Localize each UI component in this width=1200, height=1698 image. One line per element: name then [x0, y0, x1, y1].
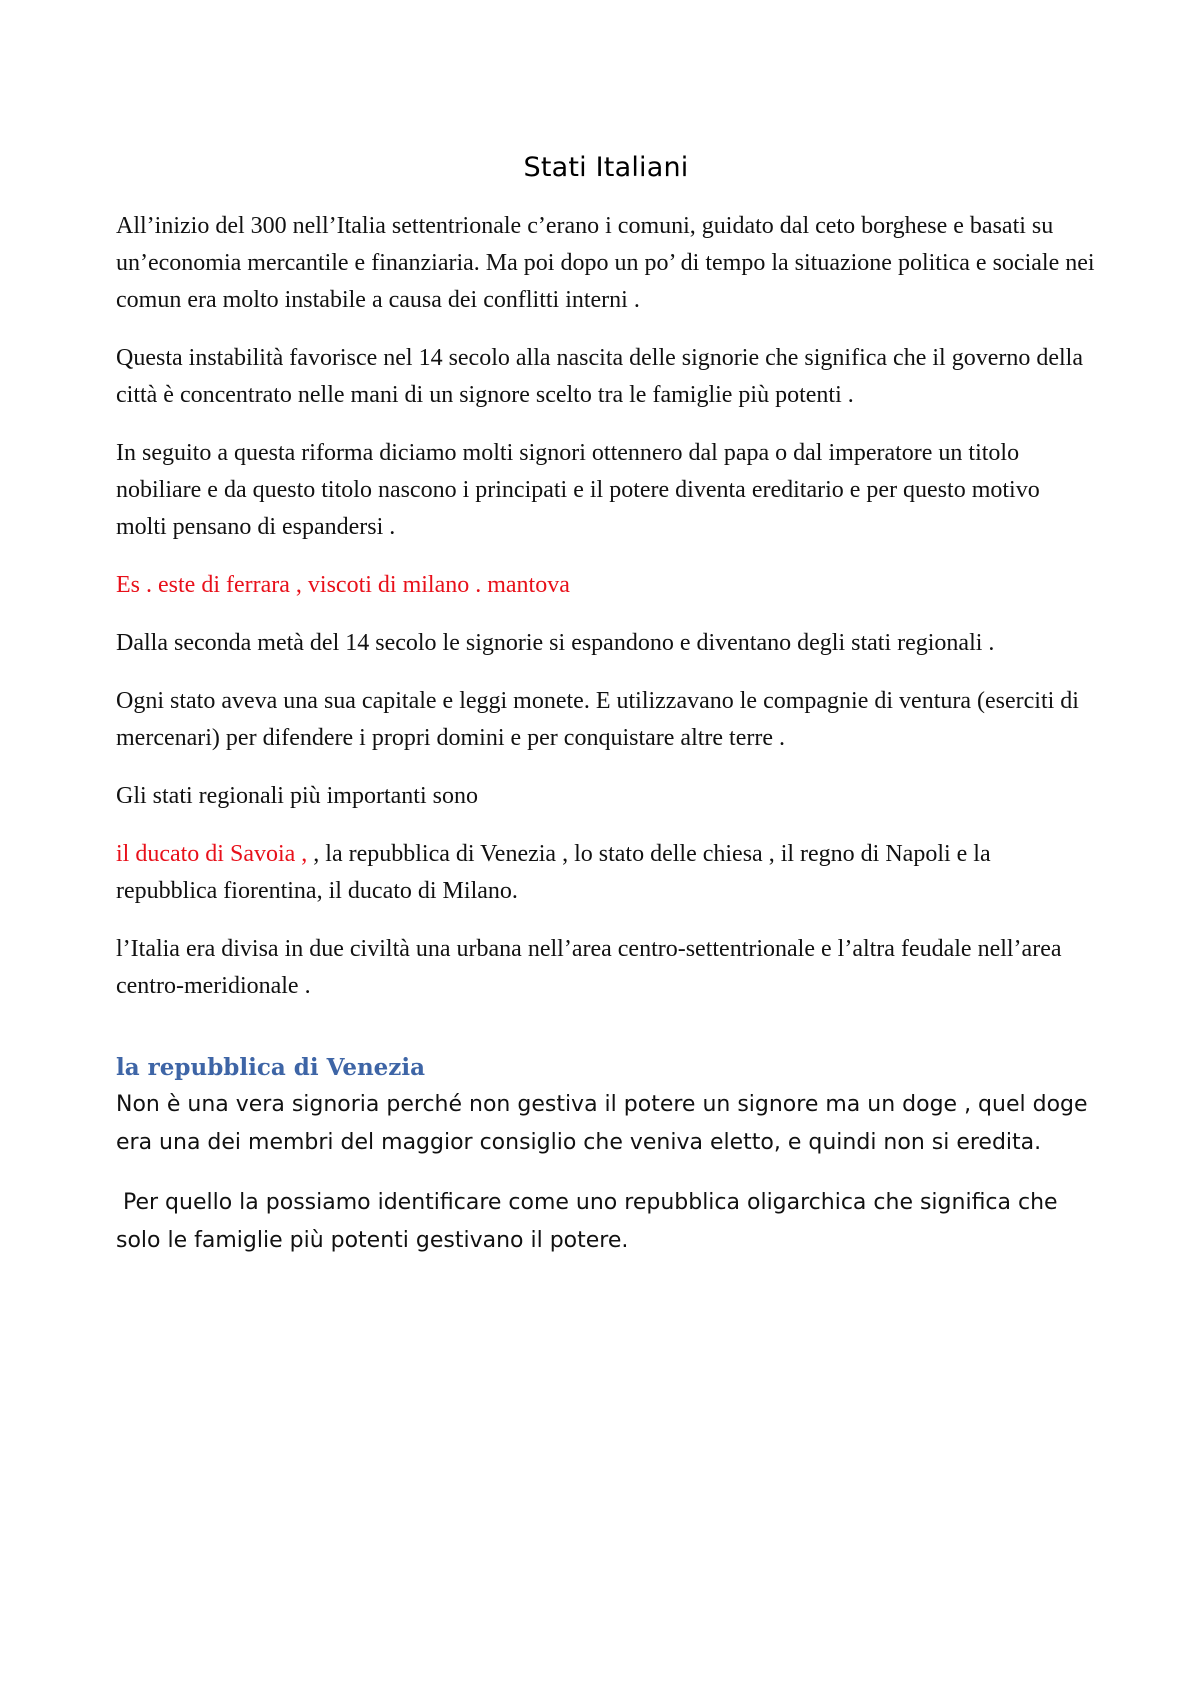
paragraph-examples: Es . este di ferrara , viscoti di milano . mantova — [116, 572, 570, 598]
states-list-rest: , la repubblica di Venezia , lo stato delle chiesa , il regno di Napoli e la repubblica fiorentina, il ducato di Milano. — [116, 841, 991, 904]
section-heading: la repubblica di Venezia — [116, 1054, 426, 1081]
paragraph-principati: In seguito a questa riforma diciamo molti signori ottennero dal papa o dal imperatore un titolo nobiliare e da questo titolo nascono i principati e il potere diventa ereditario e per questo motivo molti pensano di espandersi . — [116, 440, 1040, 540]
paragraph-stati-regionali: Dalla seconda metà del 14 secolo le signorie si espandono e diventano degli stati regionali . — [116, 630, 995, 656]
section-spacer — [116, 1026, 1096, 1050]
paragraph-signorie: Questa instabilità favorisce nel 14 secolo alla nascita delle signorie che significa che il governo della città è concentrato nelle mani di un signore scelto tra le famiglie più potenti . — [116, 345, 1083, 408]
paragraph-importanti: Gli stati regionali più importanti sono — [116, 783, 478, 809]
highlight-savoia: il ducato di Savoia , — [116, 841, 314, 867]
paragraph-comuni: All’inizio del 300 nell’Italia settentrionale c’erano i comuni, guidato dal ceto borghese e basati su un’economia mercantile e finanziaria. Ma poi dopo un po’ di tempo la situazione politica e sociale nei comun era molto instabile a causa dei conflitti interni . — [116, 213, 1095, 313]
document-body — [116, 146, 1096, 1282]
paragraph-capitale: Ogni stato aveva una sua capitale e leggi monete. E utilizzavano le compagnie di ventura (eserciti di mercenari) per difendere i propri domini e per conquistare altre terre . — [116, 688, 1079, 751]
paragraph-venezia-oligarchica: Per quello la possiamo identificare come uno repubblica oligarchica che significa che solo le famiglie più potenti gestivano il potere. — [116, 1190, 1065, 1253]
paragraph-civilta: l’Italia era divisa in due civiltà una urbana nell’area centro-settentrionale e l’altra feudale nell’area centro-meridionale . — [116, 936, 1062, 999]
paragraph-states-list — [116, 836, 1096, 910]
paragraph-venezia-doge: Non è una vera signoria perché non gestiva il potere un signore ma un doge , quel doge era una dei membri del maggior consiglio che veniva eletto, e quindi non si eredita. — [116, 1092, 1088, 1155]
page-title: Stati Italiani — [523, 152, 689, 183]
